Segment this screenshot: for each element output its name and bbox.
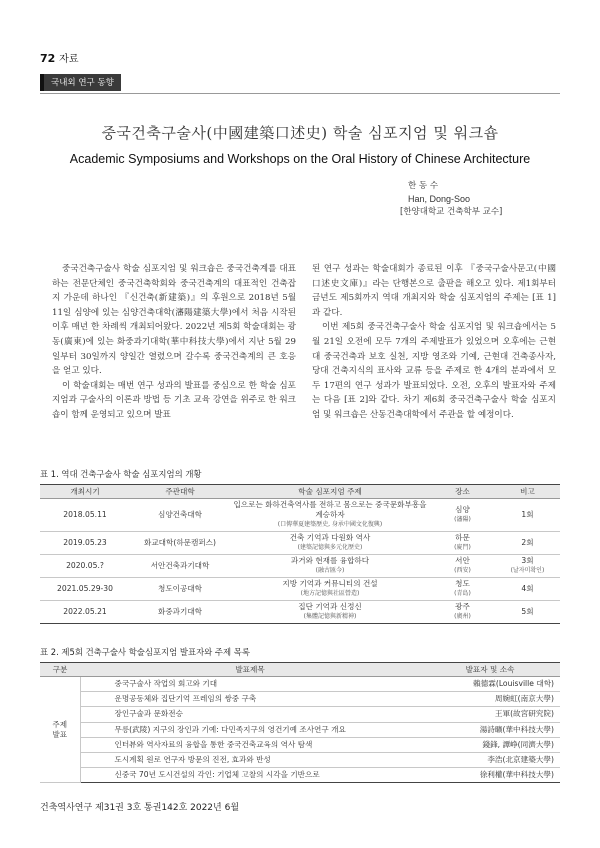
table-cell-host xyxy=(130,555,230,578)
presenter-affiliation: 湯詩曠(華中科技大學) xyxy=(420,722,560,737)
cell-subtext-note: (날자미확인) xyxy=(510,567,545,574)
author-affiliation: [한양대학교 건축학부 교수] xyxy=(400,207,503,217)
presentation-title: 신중국 70년 도시건설의 각인: 기업체 고찰의 시각을 기반으로 xyxy=(80,768,420,783)
page-header xyxy=(40,50,78,65)
table-cell-date xyxy=(40,578,130,601)
column-header: 학술 심포지엄 주제 xyxy=(230,485,430,499)
cell-text-theme: 건축 기억과 다원화 역사 xyxy=(289,533,371,542)
cell-text-host: 서안건축과기대학 xyxy=(150,561,210,570)
cell-subtext-place: (西安) xyxy=(454,567,471,574)
column-header: 발표자 및 소속 xyxy=(420,663,560,677)
cell-text-date: 2022.05.21 xyxy=(63,607,107,616)
table-cell-host xyxy=(130,578,230,601)
table-cell-note xyxy=(495,499,560,532)
cell-text-place: 심양 xyxy=(455,505,470,514)
table-row xyxy=(40,499,560,532)
body-column-left xyxy=(52,262,296,423)
cell-text-place: 하문 xyxy=(455,533,470,542)
cell-subtext-theme: (地方記憶與社區營造) xyxy=(300,590,360,597)
cell-subtext-theme: (口傳華夏建築歷史, 身承中國文化復興) xyxy=(277,521,383,528)
table-cell-date xyxy=(40,532,130,555)
table-cell-theme xyxy=(230,555,430,578)
cell-text-date: 2020.05.? xyxy=(66,561,104,570)
table-row xyxy=(40,532,560,555)
column-header: 발표제목 xyxy=(80,663,420,677)
table-cell-date xyxy=(40,555,130,578)
cell-text-place: 광주 xyxy=(455,602,470,611)
page-footer: 건축역사연구 제31권 3호 통권142호 2022년 6월 xyxy=(40,803,240,813)
presentation-title: 장인구술과 문화전승 xyxy=(80,707,420,722)
cell-text-note: 3회 xyxy=(521,556,534,565)
cell-text-date: 2018.05.11 xyxy=(63,510,107,519)
table-cell-host xyxy=(130,601,230,624)
presenter-table xyxy=(40,662,560,783)
cell-text-host: 청도이공대학 xyxy=(157,584,202,593)
presentation-title: 중국구술사 작업의 회고와 기대 xyxy=(80,677,420,692)
body-paragraph: 이 학술대회는 매번 연구 성과의 발표를 중심으로 한 학술 심포지엄과 구술사의 이론과 방법 등 기초 교육 강연을 위주로 한 워크숍이 함께 운영되고 있으며 발표 xyxy=(52,380,296,420)
table-cell-theme xyxy=(230,532,430,555)
cell-text-host: 화교대학(하문캠퍼스) xyxy=(144,538,216,547)
cell-subtext-theme: (建築記憶與多元化歷史) xyxy=(297,544,363,551)
history-table xyxy=(40,484,560,624)
header-divider xyxy=(40,93,560,94)
table-row xyxy=(40,707,560,722)
body-paragraph: 중국건축구술사 학술 심포지엄 및 워크숍은 중국건축계를 대표하는 전문단체인 중국건축학회와 중국건축계의 대표적인 건축잡지 가운데 하나인 『신건축(新建築)』의 후원으로 2018년 5월 11일 심양에 있는 심양건축대학(瀋陽建築大學)에서 처음 시작된 이후 매년 한 차례씩 개최되어왔다. 2022년 제5회 학술대회는 광동(廣東)에 있는 화중과기대학(華中科技大學)에서 지난 5월 29일부터 30일까지 양일간 열렸으며 갈수록 중국건축계의 큰 호응을 얻고 있다. xyxy=(52,264,296,377)
author-block xyxy=(400,180,560,219)
table-cell-note xyxy=(495,532,560,555)
cell-text-note: 5회 xyxy=(521,607,534,616)
cell-subtext-place: (廈門) xyxy=(454,544,471,551)
cell-text-date: 2021.05.29-30 xyxy=(57,584,113,593)
table-cell-host xyxy=(130,499,230,532)
table-header-row xyxy=(40,663,560,677)
table-cell-note xyxy=(495,578,560,601)
cell-text-place: 청도 xyxy=(455,579,470,588)
table-cell-date xyxy=(40,601,130,624)
author-name-ko: 한 동 수 xyxy=(408,181,439,191)
title-english: Academic Symposiums and Workshops on the Oral History of Chinese Architecture xyxy=(69,152,531,166)
cell-subtext-theme: (融古匯今) xyxy=(315,567,345,574)
table-cell-theme xyxy=(230,578,430,601)
cell-text-theme: 집단 기억과 신정신 xyxy=(298,602,362,611)
table-cell-note xyxy=(495,555,560,578)
section-tag: 국내외 연구 동향 xyxy=(40,74,121,91)
group-label: 주제 xyxy=(52,719,68,729)
cell-subtext-place: (青島) xyxy=(454,590,471,597)
table-cell-theme xyxy=(230,601,430,624)
presenter-affiliation: 錢鋒, 譚峥(同濟大學) xyxy=(420,737,560,752)
column-header: 구분 xyxy=(40,663,80,677)
column-header: 비고 xyxy=(495,485,560,499)
table-row xyxy=(40,752,560,767)
column-header: 장소 xyxy=(430,485,495,499)
group-label: 발표 xyxy=(52,729,68,739)
cell-text-theme: 입으로는 화하건축역사를 전하고 몸으로는 중국문화부흥을 계승하자 xyxy=(233,500,427,519)
table-cell-place xyxy=(430,601,495,624)
presenter-affiliation: 周婉虹(南京大學) xyxy=(420,692,560,707)
body-column-right xyxy=(312,262,556,423)
table-cell-place xyxy=(430,578,495,601)
cell-subtext-place: (廣州) xyxy=(454,613,471,620)
cell-subtext-place: (瀋陽) xyxy=(454,516,471,523)
table-header-row xyxy=(40,485,560,499)
presentation-title: 운명공동체와 집단기억 프레임의 쌍중 구축 xyxy=(80,692,420,707)
presentation-title: 도시계획 원로 연구자 방문의 진전, 효과와 반성 xyxy=(80,752,420,767)
column-header: 개최시기 xyxy=(40,485,130,499)
table-row xyxy=(40,578,560,601)
table-cell-host xyxy=(130,532,230,555)
cell-text-theme: 과거와 현재를 융합하다 xyxy=(290,556,370,565)
cell-text-note: 2회 xyxy=(521,538,534,547)
cell-text-note: 4회 xyxy=(521,584,534,593)
cell-text-date: 2019.05.23 xyxy=(63,538,107,547)
page-number: 72 xyxy=(40,52,56,65)
table-cell-date xyxy=(40,499,130,532)
table-row xyxy=(40,722,560,737)
body-paragraph: 이번 제5회 중국건축구술사 학술 심포지엄 및 워크숍에서는 5월 21일 오전에 모두 7개의 주제발표가 있었으며 오후에는 근현대 중국건축과 보호 실천, 지방 영조와 기예, 근현대 건축종사자, 당대 건축지식의 표사와 교류 등을 주제로 한 4개의 분과에서 모두 17편의 연구 성과가 발표되었다. 오전, 오후의 발표자와 주제는 다음 [표 2]와 같다. 차기 제6회 중국건축구술사 학술 심포지엄 및 워크숍은 산동건축대학에서 주관을 할 예정이다. xyxy=(312,322,556,420)
presenter-affiliation: 李浩(北京建築大學) xyxy=(420,752,560,767)
table-row xyxy=(40,555,560,578)
table-cell-place xyxy=(430,499,495,532)
table-row xyxy=(40,768,560,783)
table-row xyxy=(40,677,560,692)
table2-caption: 표 2. 제5회 건축구술사 학술심포지엄 발표자와 주제 목록 xyxy=(40,647,250,657)
presenter-affiliation: 徐利權(華中科技大學) xyxy=(420,768,560,783)
presenter-affiliation: 賴德霖(Louisville 대학) xyxy=(420,677,560,692)
author-name-en: Han, Dong-Soo xyxy=(408,194,471,204)
group-cell xyxy=(40,677,80,783)
table-cell-place xyxy=(430,532,495,555)
section-label: 자료 xyxy=(59,54,79,65)
table-row xyxy=(40,737,560,752)
column-header: 주관대학 xyxy=(130,485,230,499)
table-row xyxy=(40,601,560,624)
body-paragraph: 된 연구 성과는 학술대회가 종료된 이후 『중국구술사문고(中國口述史文庫)』라는 단행본으로 출판을 해오고 있다. 제1회부터 금년도 제5회까지 역대 개최지와 학술 심포지엄의 주제는 [표 1]과 같다. xyxy=(312,264,556,318)
table-cell-place xyxy=(430,555,495,578)
table-row xyxy=(40,692,560,707)
table-cell-theme xyxy=(230,499,430,532)
title-korean: 중국건축구술사(中國建築口述史) 학술 심포지엄 및 워크숍 xyxy=(101,124,499,142)
cell-text-theme: 지방 기억과 커뮤니티의 건설 xyxy=(282,579,378,588)
presentation-title: 무릉(武陵) 지구의 장인과 기예: 다민족지구의 영건기예 조사연구 개요 xyxy=(80,722,420,737)
table1-caption: 표 1. 역대 건축구술사 학술 심포지엄의 개황 xyxy=(40,469,202,479)
cell-text-note: 1회 xyxy=(521,510,534,519)
cell-subtext-theme: (集體記憶與新精神) xyxy=(303,613,357,620)
cell-text-host: 심양건축대학 xyxy=(157,510,202,519)
presentation-title: 인터뷰와 역사자료의 융합을 통한 중국건축교육의 역사 탐색 xyxy=(80,737,420,752)
presenter-affiliation: 王軍(故宮研究院) xyxy=(420,707,560,722)
cell-text-host: 화중과기대학 xyxy=(157,607,202,616)
table-cell-note xyxy=(495,601,560,624)
cell-text-place: 서안 xyxy=(455,556,470,565)
